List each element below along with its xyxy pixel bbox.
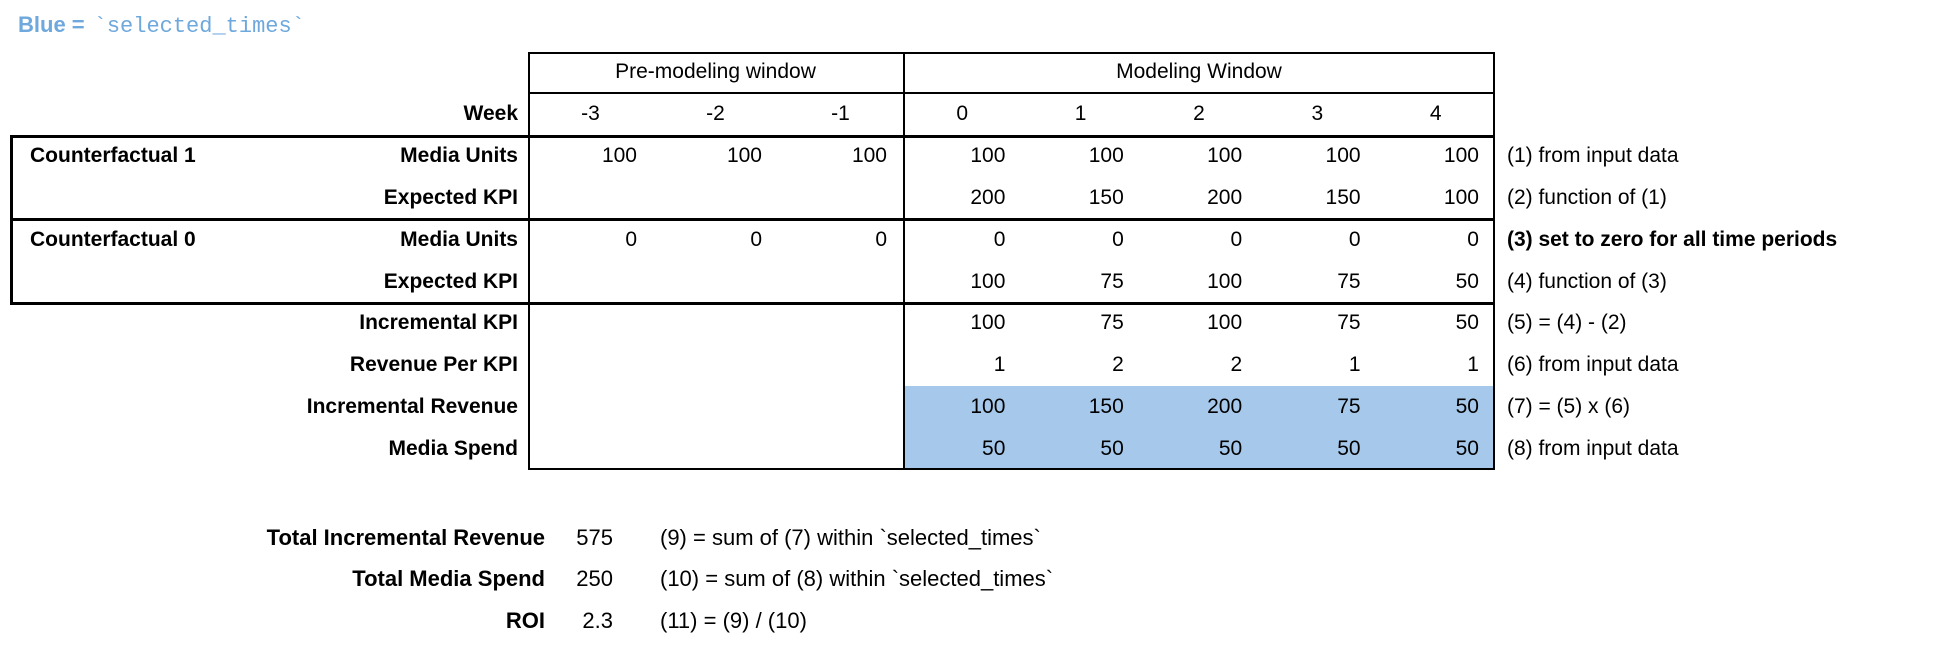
table-cell [653, 344, 778, 386]
table-cell: 100 [1325, 143, 1361, 167]
divider [903, 52, 905, 470]
row-label: Incremental KPI [359, 311, 518, 335]
table-cell: 100 [726, 143, 762, 167]
table-cell [778, 344, 903, 386]
table-cell [528, 303, 653, 345]
week-tick: -3 [581, 101, 600, 125]
row-label: Expected KPI [383, 185, 518, 209]
divider [10, 218, 1495, 221]
table-cell: 50 [1455, 269, 1479, 293]
legend-blue-label: Blue = [18, 12, 85, 37]
week-tick: 2 [1193, 101, 1205, 125]
row-note: (3) set to zero for all time periods [1506, 227, 1838, 251]
table-cell [653, 261, 778, 303]
summary-block [10, 517, 1115, 642]
row-label: Media Units [400, 227, 518, 251]
table-cell: 100 [1207, 269, 1243, 293]
table-cell [778, 386, 903, 428]
summary-note: (11) = (9) / (10) [660, 608, 807, 633]
table-cell: 100 [1207, 143, 1243, 167]
table-cell: 0 [875, 227, 887, 251]
row-label: Expected KPI [383, 269, 518, 293]
week-spacer [10, 92, 280, 135]
summary-label: ROI [505, 608, 545, 633]
table-cell-highlighted: 100 [903, 386, 1021, 428]
summary-note: (9) = sum of (7) within `selected_times` [660, 524, 1041, 550]
table-cell [778, 428, 903, 470]
group-label-counterfactual-0: Counterfactual 0 [30, 227, 196, 251]
table-cell: 1 [993, 353, 1006, 377]
table-cell: 0 [1348, 227, 1361, 251]
table-cell [653, 428, 778, 470]
table-cell: 75 [1337, 269, 1361, 293]
table-cell-highlighted: 50 [1021, 428, 1139, 470]
modeling-window-header: Modeling Window [1116, 60, 1282, 83]
table-cell [528, 177, 653, 219]
table-cell: 0 [625, 227, 637, 251]
table-cell [528, 344, 653, 386]
table-cell: 100 [1443, 143, 1479, 167]
roi-table-grid [10, 52, 1945, 470]
divider [528, 92, 1495, 94]
table-cell-highlighted: 75 [1258, 386, 1376, 428]
row-note: (1) from input data [1506, 143, 1679, 167]
summary-label: Total Incremental Revenue [266, 524, 545, 550]
table-cell-highlighted: 50 [903, 428, 1021, 470]
table-cell-highlighted: 200 [1140, 386, 1258, 428]
table-cell-highlighted: 50 [1258, 428, 1376, 470]
table-cell-highlighted: 50 [1377, 428, 1495, 470]
table-cell [528, 428, 653, 470]
week-tick: -1 [831, 101, 850, 125]
row-label: Media Spend [388, 437, 518, 461]
table-cell: 75 [1100, 311, 1124, 335]
divider [10, 135, 13, 305]
row-note: (2) function of (1) [1506, 185, 1667, 209]
roi-table [10, 52, 1945, 470]
table-cell [778, 261, 903, 303]
table-cell: 100 [970, 269, 1006, 293]
table-cell [778, 177, 903, 219]
table-cell: 200 [1207, 185, 1243, 209]
week-tick: 1 [1074, 101, 1087, 125]
header-spacer [10, 52, 528, 92]
table-cell [653, 386, 778, 428]
table-cell-highlighted: 50 [1377, 386, 1495, 428]
table-cell: 100 [851, 143, 887, 167]
summary-value: 250 [576, 566, 613, 591]
group-spacer [10, 344, 280, 386]
table-cell-highlighted: 50 [1140, 428, 1258, 470]
row-note: (5) = (4) - (2) [1506, 311, 1627, 335]
table-cell: 1 [1467, 353, 1479, 377]
row-note: (4) function of (3) [1506, 269, 1667, 293]
table-cell: 75 [1100, 269, 1124, 293]
table-cell: 2 [1112, 353, 1124, 377]
divider [528, 468, 1495, 470]
table-cell [528, 261, 653, 303]
table-cell: 100 [1088, 143, 1124, 167]
table-cell: 100 [970, 143, 1006, 167]
pre-modeling-window-header: Pre-modeling window [615, 60, 816, 83]
table-cell: 100 [601, 143, 637, 167]
table-cell-highlighted: 150 [1021, 386, 1139, 428]
table-cell [653, 303, 778, 345]
table-cell: 150 [1088, 185, 1124, 209]
table-cell: 100 [1443, 185, 1479, 209]
group-spacer [10, 177, 280, 219]
table-cell: 150 [1325, 185, 1361, 209]
row-note: (8) from input data [1506, 437, 1679, 461]
group-spacer [10, 303, 280, 345]
table-cell [528, 386, 653, 428]
table-cell: 0 [750, 227, 762, 251]
week-tick: 3 [1311, 101, 1324, 125]
summary-value: 2.3 [582, 608, 613, 633]
week-tick: -2 [706, 101, 725, 125]
row-label: Revenue Per KPI [349, 353, 518, 377]
header-spacer [1495, 52, 1944, 92]
summary-note: (10) = sum of (8) within `selected_times` [660, 566, 1054, 591]
divider [10, 135, 1495, 138]
week-tick: 4 [1429, 101, 1442, 125]
table-cell: 0 [1112, 227, 1124, 251]
week-tick: 0 [956, 101, 969, 125]
summary-value: 575 [576, 524, 613, 550]
table-cell: 1 [1348, 353, 1361, 377]
group-label-counterfactual-1: Counterfactual 1 [30, 143, 196, 167]
table-cell: 75 [1337, 311, 1361, 335]
table-cell: 2 [1230, 353, 1243, 377]
table-cell: 100 [1207, 311, 1243, 335]
row-note: (6) from input data [1506, 353, 1679, 377]
group-spacer [10, 261, 280, 303]
week-label: Week [463, 101, 518, 125]
table-cell [778, 303, 903, 345]
divider [10, 302, 1495, 305]
week-spacer [1495, 92, 1944, 135]
table-cell: 50 [1455, 311, 1479, 335]
table-cell: 0 [1230, 227, 1243, 251]
divider [528, 52, 1495, 54]
row-note: (7) = (5) x (6) [1506, 395, 1631, 419]
divider [1493, 52, 1495, 470]
row-label: Incremental Revenue [306, 395, 518, 419]
table-cell: 0 [993, 227, 1006, 251]
row-label: Media Units [400, 143, 518, 167]
group-spacer [10, 428, 280, 470]
group-spacer [10, 386, 280, 428]
legend-blue [18, 12, 305, 39]
table-cell: 0 [1467, 227, 1479, 251]
table-cell: 200 [970, 185, 1006, 209]
summary-label: Total Media Spend [352, 566, 545, 591]
divider [528, 52, 530, 470]
legend-blue-code: `selected_times` [93, 14, 305, 39]
table-cell [653, 177, 778, 219]
table-cell: 100 [970, 311, 1006, 335]
